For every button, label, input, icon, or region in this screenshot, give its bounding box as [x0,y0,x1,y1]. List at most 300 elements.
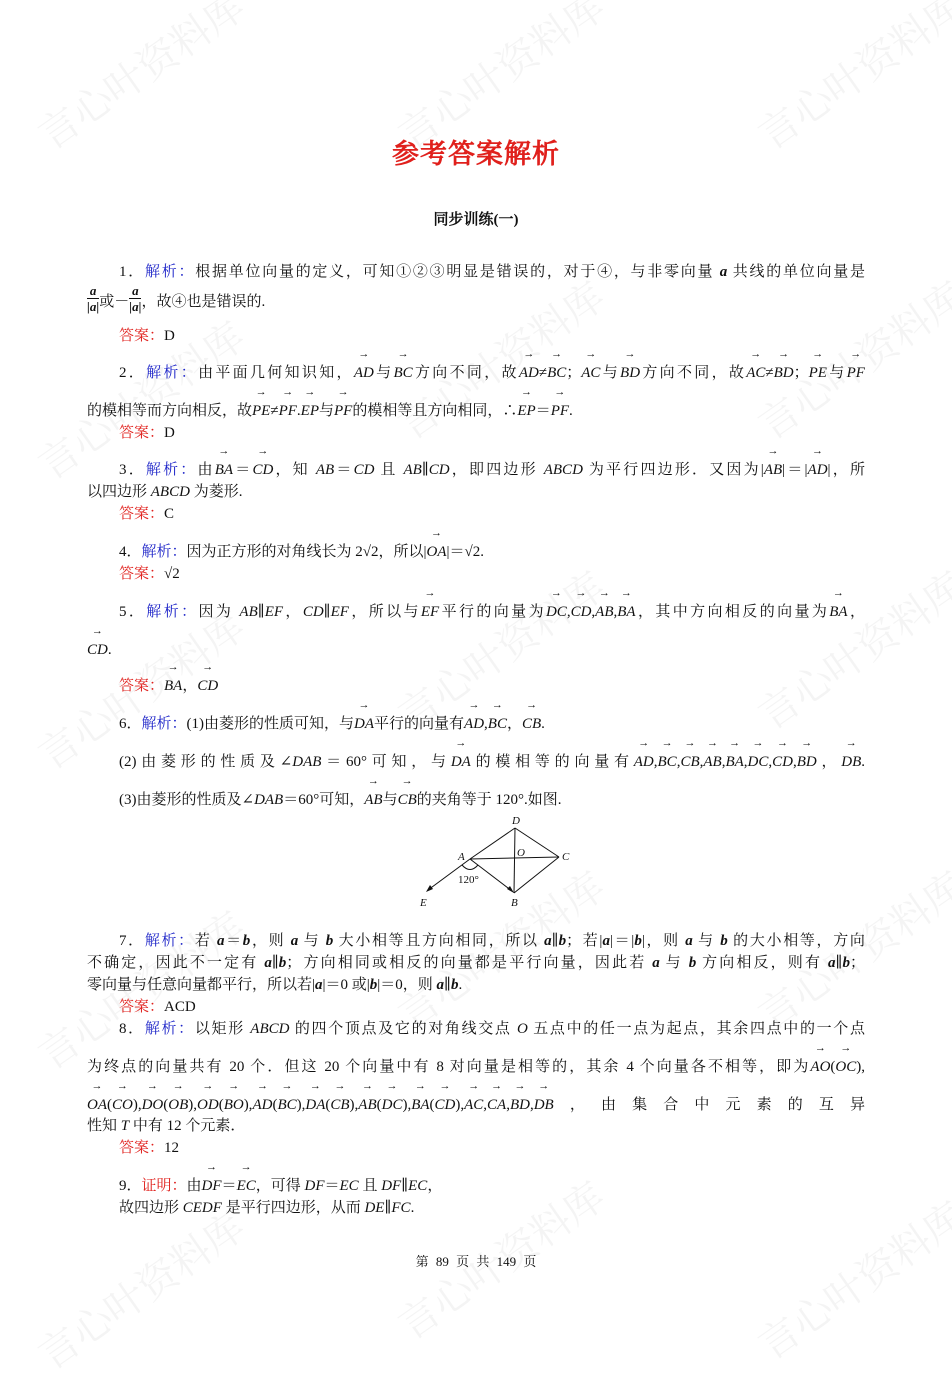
solution-line [119,601,865,623]
vector: → BA [617,601,635,623]
text: . [410,1200,415,1216]
vector: → DA [354,713,374,735]
text: 5． [119,604,147,620]
vector: → BA [411,1094,429,1116]
vector: → CD [435,1094,456,1116]
solution-line [119,713,545,735]
vector-bold: a [544,933,552,949]
vector-bold: a [315,977,323,993]
text: ； [849,955,865,971]
text: ), [132,1097,142,1113]
text: |＝0，则 [377,977,437,993]
text: ，所以与 [348,604,421,620]
fraction [129,283,141,314]
text: ), [402,1097,412,1113]
solution-line [119,459,865,481]
math-italic: EC [408,1178,428,1194]
vector: → BC [277,1094,296,1116]
vector: → DO [142,1094,164,1116]
vector: → CB [398,789,417,811]
vector-bold: b [842,955,850,971]
vector: → BC [393,362,412,384]
rhombus-figure [410,810,590,915]
vector: → DA [305,1094,325,1116]
vector: → AB [358,1094,376,1116]
vector: → CB [330,1094,349,1116]
text: 与 [600,365,621,381]
label-B: B [511,897,518,909]
vector: → DF [202,1175,222,1197]
text: ∥ [444,977,451,993]
watermark-text [25,1196,254,1380]
text: 以四边形 [87,484,151,500]
page-title: 参考答案解析 [392,139,560,169]
analysis-label: 解析： [146,365,199,381]
text: 平行的向量有 [374,716,465,732]
text: |＝| [782,462,808,478]
text: 或－ [99,294,130,310]
vector: → DB [534,1094,554,1116]
vector: → OA [427,541,447,563]
math-italic: CEDF [182,1200,222,1216]
text: ∥ [384,1200,392,1216]
vector: → CB [680,751,699,773]
text: 9． [119,1178,142,1194]
solution-line [119,751,865,773]
text: 根据单位向量的定义，可知①②③明显是错误的，对于④，与非零向量 [195,264,720,280]
math-italic: T [120,1118,130,1134]
vector: → EC [237,1175,256,1197]
text: 且 [358,1178,382,1194]
text: 由 [186,1178,202,1194]
text: |，所 [827,462,865,478]
text: . [541,716,545,732]
vector: → BD [620,362,640,384]
answer-line [119,1137,179,1159]
text: 且 [374,462,404,478]
text: 与 [382,792,398,808]
text: . [569,403,573,419]
answer-label: 答案： [119,328,165,344]
text: 方向相反，则有 [696,955,828,971]
vector: → AD [464,713,484,735]
text: 与 [692,933,721,949]
text: ＝ [221,1178,237,1194]
text: ), [349,1097,359,1113]
text: ； [566,365,582,381]
answer-line [119,563,180,585]
vector: → AC [746,362,765,384]
fraction-numerator: a [129,283,141,299]
text: ＝ [334,462,354,478]
text: , [792,754,797,770]
vector: → AB [364,789,382,811]
solution-line [87,283,266,315]
text: . [107,642,112,658]
text: ( [830,1059,836,1075]
text: 与 [298,933,326,949]
answer-label: 答案： [119,506,165,522]
vector-bold: b [688,955,697,971]
text: 不确定，因此不一定有 [87,955,265,971]
text: 故四边形 [119,1200,183,1216]
fraction-numerator: a [87,283,99,299]
text: |＝√2. [446,544,485,560]
text: 12 [164,1140,180,1156]
text: ( [376,1097,382,1113]
text: 的大小相等，方向 [727,933,865,949]
text: |，则 [641,933,686,949]
vector: → BA [829,601,847,623]
answer-line [119,422,175,444]
text: . [861,754,865,770]
text: 的模相等而方向相反，故 [87,403,253,419]
text: 7． [119,933,145,949]
solution-line [119,1197,414,1219]
text: ( [163,1097,169,1113]
solution-line [87,974,462,996]
label-C: C [562,851,570,863]
text: 以矩形 [194,1021,251,1037]
text: ；若| [566,933,603,949]
text: ，故④也是错误的. [141,294,266,310]
text: 方向不同，故 [412,365,519,381]
text: ∥ [257,604,265,620]
vector: → AD [252,1094,272,1116]
solution-line [119,362,865,384]
text: 方向不同，故 [640,365,747,381]
answer-label: 答案： [119,425,165,441]
math-italic: O [517,1021,528,1037]
text: ∥ [271,955,279,971]
text: 大小相等且方向相同，所以 [333,933,545,949]
text: ∥ [323,604,331,620]
vector-bold: a [436,977,445,993]
answer-label: 答案： [119,999,165,1015]
math-italic: AB [403,462,422,478]
vector: → PF [847,362,865,384]
text: ， [182,678,198,694]
vector: → BC [547,362,566,384]
analysis-label: 解析： [145,462,198,478]
text: ，由集合中元素的互异 [553,1097,865,1113]
text: ( [218,1097,224,1113]
answer-label: 答案： [119,566,165,582]
text: ＝ [233,462,253,478]
vector-bold: a [719,264,728,280]
vector-bold: b [720,933,728,949]
vector: → AC [464,1094,483,1116]
text: 性知 [87,1118,121,1134]
math-italic: EF [264,604,284,620]
vector: → PF [551,400,569,422]
solution-line [87,1056,865,1078]
text: ∥ [401,1178,409,1194]
section-subtitle: 同步训练(一) [433,212,519,228]
text: 与 [826,365,847,381]
math-italic: CD [428,462,450,478]
answer-label: 答案： [119,1140,165,1156]
math-italic: DE [364,1200,385,1216]
text: , [566,604,571,620]
text: ), [455,1097,465,1113]
text: |＝0 或| [322,977,370,993]
math-italic: DF [381,1178,402,1194]
answer-line [119,996,196,1018]
math-italic: ABCD [543,462,583,478]
text: C [164,506,175,522]
text: ≠ [538,365,548,381]
vector-bold: b [558,933,567,949]
answer-line [119,675,218,697]
vector-bold: a [652,955,660,971]
text: 的模相等且方向相同，∴ [352,403,518,419]
text: ，知 [273,462,316,478]
text: , [613,604,618,620]
watermark-text [745,266,952,450]
solution-line [119,1018,865,1040]
text: 平行的向量为 [439,604,546,620]
answer-line [119,325,175,347]
text: ＝60°可知，与 [321,754,451,770]
text: ( [429,1097,435,1113]
math-italic: DAB [292,754,322,770]
text: 1． [119,264,145,280]
vector: → BD [774,362,794,384]
text: (3)由菱形的性质及∠ [119,792,255,808]
vector-bold: b [242,933,251,949]
answer-label: 答案： [119,678,165,694]
math-italic: AB [315,462,335,478]
text: ACD [164,999,196,1015]
watermark-text [385,266,614,450]
text: ∥ [421,462,429,478]
analysis-label: 解析： [141,716,187,732]
text: √2 [164,566,180,582]
solution-line [87,952,865,974]
text: 若 [194,933,217,949]
vector: → CB [522,713,541,735]
vector: → AB [595,601,613,623]
text: 因为正方形的对角线长为 2√2，所以| [186,544,427,560]
analysis-label: 解析： [146,604,199,620]
text: 6． [119,716,142,732]
fraction-denominator: |a| [87,299,100,315]
page-footer: 第 89 页 共 149 页 [415,1254,537,1269]
text: ＝ [535,403,551,419]
text: ， [427,1178,443,1194]
text: 与 [373,365,394,381]
vector: → CD [252,459,273,481]
math-italic: EF [330,604,349,620]
text: ； [793,365,809,381]
edge-CB [514,857,559,893]
math-italic: CD [353,462,375,478]
analysis-label: 解析： [145,264,196,280]
text: (1)由菱形的性质可知，与 [186,716,355,732]
vector-bold: a [685,933,693,949]
text: , [743,754,748,770]
analysis-label: 解析： [141,544,187,560]
text: 为平行四边形．又因为| [582,462,764,478]
diagonal-DB [514,828,515,893]
analysis-label: 解析： [144,1021,195,1037]
vector: → CO [112,1094,133,1116]
text: , [529,1097,534,1113]
text: , [591,604,596,620]
solution-line [87,400,573,422]
solution-line [119,789,562,811]
vector: → DC [748,751,769,773]
vector-bold: b [369,977,378,993]
text: 为菱形. [189,484,243,500]
label-O: O [517,847,525,859]
text: ( [107,1097,112,1113]
text: D [164,425,175,441]
text: ≠ [765,365,774,381]
text: 4． [119,544,142,560]
text: 是平行四边形，从而 [221,1200,365,1216]
solution-line [119,1175,442,1197]
vector: → DA [451,751,471,773]
vector-bold: a [264,955,272,971]
solution-line [87,1115,245,1137]
text: ， [283,604,303,620]
solution-line [87,481,242,503]
text: 中有 12 个元素． [129,1118,246,1134]
text: ，可得 [255,1178,305,1194]
vector: → EP [517,400,535,422]
vector: → AC [581,362,600,384]
vector-bold: a [828,955,836,971]
vector: → AB [764,459,782,481]
text: 因为 [198,604,240,620]
vector-bold: a [602,933,610,949]
text: 2． [119,365,147,381]
fraction [87,283,99,314]
solution-line [119,930,865,952]
vector: → BD [510,1094,530,1116]
vector-bold: b [450,977,459,993]
text: 的夹角等于 120°.如图. [416,792,562,808]
math-italic: DF [304,1178,325,1194]
math-italic: CD [302,604,324,620]
vector: → OC [835,1056,856,1078]
solution-line [87,1094,865,1116]
text: 8． [119,1021,145,1037]
vector: → AD [354,362,374,384]
angle-arc [462,865,478,870]
vector: → DC [546,601,567,623]
watermark-text [745,556,952,740]
label-D: D [512,815,520,827]
math-italic: ABCD [150,484,190,500]
vector: → AD [634,751,654,773]
text: 由 [197,462,215,478]
solution-line [119,261,865,283]
text: , [676,754,681,770]
text: 与 [318,403,334,419]
text: 与 [659,955,689,971]
vector: → BO [224,1094,244,1116]
analysis-label: 解析： [144,933,195,949]
text: ＝ [324,1178,340,1194]
math-italic: AB [239,604,258,620]
vector: → OA [87,1094,107,1116]
text: 的模相等的向量有 [470,754,634,770]
text: 零向量与任意向量都平行，所以若| [87,977,316,993]
arrowhead-E [426,885,433,892]
vector: → BD [797,751,817,773]
vector-bold: b [278,955,287,971]
vector: → CD [87,639,108,661]
text: . [458,977,463,993]
vector: → AD [519,362,539,384]
text: ), [243,1097,253,1113]
vector: → AB [703,751,721,773]
vector: → BA [164,675,182,697]
vector: → CA [487,1094,506,1116]
answer-label: 证明： [141,1178,187,1194]
text: ( [272,1097,278,1113]
text: 五点中的任一点为起点，其余四点中的一个点 [527,1021,865,1037]
vector: → BC [658,751,677,773]
text: , [699,754,704,770]
vector-bold: a [290,933,299,949]
edge-AD [470,828,515,859]
vector: → PF [334,400,352,422]
text: ), [296,1097,306,1113]
vector: → CD [571,601,592,623]
vector: → OD [197,1094,219,1116]
vector: → OB [168,1094,188,1116]
text: (2)由菱形的性质及∠ [119,754,293,770]
text: . [296,403,301,419]
vector: → CD [197,675,218,697]
vector: → DC [382,1094,403,1116]
text: |＝| [609,933,635,949]
text: 由平面几何知识知， [198,365,354,381]
vector: → BA [725,751,743,773]
text: ), [188,1097,198,1113]
text: D [164,328,175,344]
text: ，其中方向相反的向量为 [635,604,830,620]
text: , [721,754,726,770]
text: ∥ [551,933,559,949]
text: ), [856,1059,865,1075]
text: , [653,754,658,770]
math-italic: FC [391,1200,411,1216]
text: ＝ [224,933,243,949]
text: ( [325,1097,331,1113]
math-italic: ABCD [250,1021,290,1037]
text: ，即四边形 [449,462,544,478]
text: , [768,754,773,770]
vector: → DB [841,751,861,773]
text: ， [847,604,865,620]
vector-bold: b [634,933,642,949]
vector: → EP [301,400,319,422]
vector: → BC [488,713,507,735]
text: ≠ [270,403,279,419]
angle-label: 120° [458,874,479,886]
text: , [483,1097,488,1113]
vector: → PF [279,400,297,422]
text: 为终点的向量共有 20 个．但这 20 个向量中有 8 对向量是相等的，其余 4 个向量各不相等，即为 [87,1059,811,1075]
text: , [506,1097,510,1113]
text: ， [506,716,522,732]
text: ，则 [250,933,291,949]
